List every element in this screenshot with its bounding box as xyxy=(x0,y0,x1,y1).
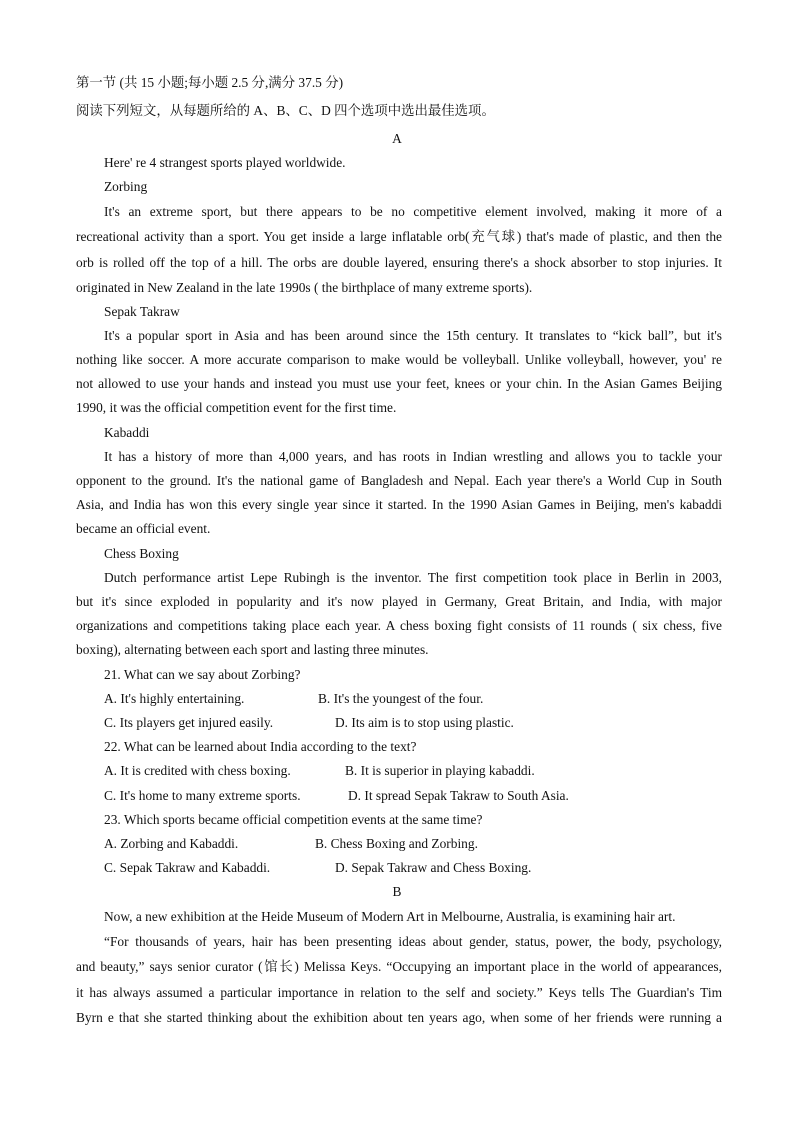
question-22-option-c: C. It's home to many extreme sports. xyxy=(104,788,301,803)
question-22-option-d: D. It spread Sepak Takraw to South Asia. xyxy=(348,788,569,803)
question-23-option-d: D. Sepak Takraw and Chess Boxing. xyxy=(335,860,532,875)
sepak-heading: Sepak Takraw xyxy=(104,304,180,319)
passage-b-label: B xyxy=(392,884,402,899)
chess-heading: Chess Boxing xyxy=(104,546,179,561)
passage-b-paragraph: Now, a new exhibition at the Heide Museum of Modern Art in Melbourne, Australia, is examining hair art. xyxy=(104,909,676,924)
question-23-option-a: A. Zorbing and Kabaddi. xyxy=(104,836,239,851)
question-21-option-b: B. It's the youngest of the four. xyxy=(318,691,484,706)
passage-a-label: A xyxy=(392,131,402,146)
chess-line: boxing), alternating between each sport and lasting three minutes. xyxy=(76,642,429,657)
zorbing-line: originated in New Zealand in the late 1990s ( the birthplace of many extreme sports). xyxy=(76,280,533,295)
zorbing-line: recreational activity than a sport. You get inside a large inflatable orb(充气球) that's made of plastic, and then the xyxy=(76,229,722,244)
chess-line: Dutch performance artist Lepe Rubingh is the inventor. The first competition took place in Berlin in 2003, xyxy=(104,570,722,585)
passage-b-line: “For thousands of years, hair has been presenting ideas about gender, status, power, the body, psychology, xyxy=(104,934,722,949)
instructions: 阅读下列短文，从每题所给的 A、B、C、D 四个选项中选出最佳选项。 xyxy=(76,103,495,118)
section-header: 第一节 (共 15 小题;每小题 2.5 分,满分 37.5 分) xyxy=(76,75,344,90)
passage-b-line: Byrn e that she started thinking about the exhibition about ten years ago, when some of her friends were running a xyxy=(76,1010,722,1025)
passage-b-line: and beauty,” says senior curator (馆长) Melissa Keys. “Occupying an important place in the world of appearances, xyxy=(76,959,722,974)
passage-b-line: it has always assumed a particular importance in relation to the self and society.” Keys tells The Guardian's Tim xyxy=(76,985,722,1000)
passage-a-intro: Here' re 4 strangest sports played worldwide. xyxy=(104,155,346,170)
question-22-stem: 22. What can be learned about India according to the text? xyxy=(104,739,417,754)
zorbing-line: It's an extreme sport, but there appears to be no competitive element involved, making it more of a xyxy=(104,204,722,219)
question-21-option-a: A. It's highly entertaining. xyxy=(104,691,245,706)
question-22-option-b: B. It is superior in playing kabaddi. xyxy=(345,763,535,778)
question-23-option-b: B. Chess Boxing and Zorbing. xyxy=(315,836,478,851)
kabaddi-line: It has a history of more than 4,000 years, and has roots in Indian wrestling and allows you to tackle your xyxy=(104,449,722,464)
question-23-option-c: C. Sepak Takraw and Kabaddi. xyxy=(104,860,271,875)
question-23-stem: 23. Which sports became official competition events at the same time? xyxy=(104,812,483,827)
sepak-line: not allowed to use your hands and instead you must use your feet, knees or your chin. In the Asian Games Beijing xyxy=(76,376,722,391)
sepak-line: 1990, it was the official competition event for the first time. xyxy=(76,400,397,415)
kabaddi-heading: Kabaddi xyxy=(104,425,150,440)
question-21-stem: 21. What can we say about Zorbing? xyxy=(104,667,301,682)
kabaddi-line: opponent to the ground. It's the national game of Bangladesh and Nepal. Each year there's a World Cup in South xyxy=(76,473,722,488)
zorbing-heading: Zorbing xyxy=(104,179,148,194)
question-22-option-a: A. It is credited with chess boxing. xyxy=(104,763,291,778)
question-21-option-c: C. Its players get injured easily. xyxy=(104,715,274,730)
kabaddi-line: Asia, and India has won this every single year since it started. In the 1990 Asian Games in Beijing, men's kabaddi xyxy=(76,497,722,512)
chess-line: but it's since exploded in popularity and it's now played in Germany, Great Britain, and India, with major xyxy=(76,594,722,609)
sepak-line: It's a popular sport in Asia and has been around since the 15th century. It translates to “kick ball”, but it's xyxy=(104,328,722,343)
chess-line: organizations and competitions taking place each year. A chess boxing fight consists of 11 rounds ( six chess, five xyxy=(76,618,722,633)
question-21-option-d: D. Its aim is to stop using plastic. xyxy=(335,715,514,730)
zorbing-line: orb is rolled off the top of a hill. The orbs are double layered, ensuring there's a shock absorber to stop injuries. It xyxy=(76,255,722,270)
sepak-line: nothing like soccer. A more accurate comparison to make would be volleyball. Unlike volleyball, however, you' re xyxy=(76,352,722,367)
kabaddi-line: became an official event. xyxy=(76,521,211,536)
